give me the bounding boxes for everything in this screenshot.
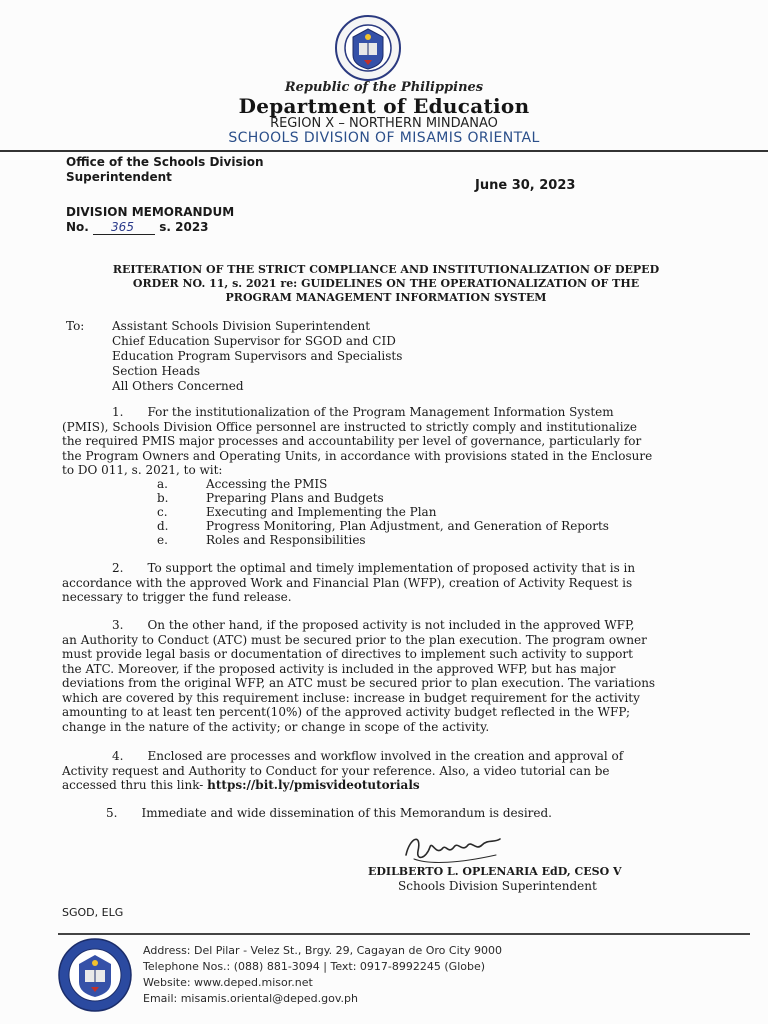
paragraph-1 xyxy=(62,405,680,478)
paragraph-5: 5. Immediate and wide dissemination of this Memorandum is desired. xyxy=(106,806,552,820)
memo-title xyxy=(66,263,706,305)
initials: SGOD, ELG xyxy=(62,906,124,919)
footer-website[interactable]: Website: www.deped.misor.net xyxy=(143,976,313,989)
enum-item: Accessing the PMIS xyxy=(206,477,328,491)
paragraph-line: the ATC. Moreover, if the proposed activity is included in the approved WFP, but has major xyxy=(62,661,616,676)
deped-seal-icon xyxy=(58,938,132,1012)
paragraph-line: deviations from the original WFP, an ATC must be secured prior to plan execution. The variations xyxy=(62,676,656,690)
memo-title-line: ORDER NO. 11, s. 2021 re: GUIDELINES ON THE OPERATIONALIZATION OF THE xyxy=(132,277,640,290)
enum-letters xyxy=(157,477,169,547)
paragraph-2 xyxy=(62,561,680,605)
memo-date: June 30, 2023 xyxy=(475,178,576,193)
signatory-name: EDILBERTO L. OPLENARIA EdD, CESO V xyxy=(368,865,622,878)
enum-letter: a. xyxy=(157,477,168,491)
paragraph-line: Activity request and Authority to Conduct for your reference. Also, a video tutorial can be xyxy=(62,763,610,778)
paragraph-line: (PMIS), Schools Division Office personnel are instructed to strictly comply and institutionalize xyxy=(62,419,638,434)
enum-items xyxy=(206,477,609,547)
recipient-list xyxy=(112,319,402,394)
enum-item: Progress Monitoring, Plan Adjustment, and Generation of Reports xyxy=(206,519,609,533)
memo-number xyxy=(66,220,209,235)
recipient-item: Assistant Schools Division Superintendent xyxy=(112,319,371,333)
enum-letter: b. xyxy=(157,491,169,505)
paragraph-line: necessary to trigger the fund release. xyxy=(62,590,292,604)
recipient-item: Education Program Supervisors and Specialists xyxy=(112,349,403,363)
enum-letter: d. xyxy=(157,519,169,533)
to-label: To: xyxy=(66,319,85,333)
enum-item: Preparing Plans and Budgets xyxy=(206,491,384,505)
enum-item: Executing and Implementing the Plan xyxy=(206,505,437,519)
memo-label: DIVISION MEMORANDUM xyxy=(66,205,235,219)
paragraph-line: 4. Enclosed are processes and workflow involved in the creation and approval of xyxy=(112,749,624,763)
paragraph-line: 2. To support the optimal and timely implementation of proposed activity that is in xyxy=(112,561,636,575)
signatory-title: Schools Division Superintendent xyxy=(398,879,597,893)
paragraph-line: an Authority to Conduct (ATC) must be secured prior to the plan execution. The program owner xyxy=(62,632,647,647)
footer-address: Address: Del Pilar - Velez St., Brgy. 29, Cagayan de Oro City 9000 xyxy=(143,944,502,957)
enum-letter: e. xyxy=(157,533,168,547)
memo-series: s. 2023 xyxy=(159,220,209,234)
memo-number-prefix: No. xyxy=(66,220,89,234)
paragraph-line: 3. On the other hand, if the proposed activity is not included in the approved WFP, xyxy=(112,618,635,632)
paragraph-line: amounting to at least ten percent(10%) of the approved activity budget reflected in the WFP; xyxy=(62,705,631,719)
paragraph-line: change in the nature of the activity; or change in scope of the activity. xyxy=(62,719,490,734)
memo-title-line: REITERATION OF THE STRICT COMPLIANCE AND INSTITUTIONALIZATION OF DEPED xyxy=(112,263,660,276)
memo-number-value: 365 xyxy=(93,220,155,235)
video-tutorial-link[interactable]: https://bit.ly/pmisvideotutorials xyxy=(207,778,420,792)
region-heading: REGION X – NORTHERN MINDANAO xyxy=(270,116,498,131)
memo-title-line: PROGRAM MANAGEMENT INFORMATION SYSTEM xyxy=(225,291,547,304)
office-line: Superintendent xyxy=(66,170,172,184)
header-divider xyxy=(0,150,768,152)
paragraph-3 xyxy=(62,618,680,734)
paragraph-line: the Program Owners and Operating Units, in accordance with provisions stated in the Enclosure xyxy=(62,448,653,463)
paragraph-line: 1. For the institutionalization of the Program Management Information System xyxy=(112,405,614,419)
footer-divider xyxy=(58,933,750,935)
paragraph-line: to DO 011, s. 2021, to wit: xyxy=(62,463,223,477)
paragraph-line: accordance with the approved Work and Financial Plan (WFP), creation of Activity Request is xyxy=(62,575,633,590)
recipient-item: All Others Concerned xyxy=(112,379,244,393)
enum-item: Roles and Responsibilities xyxy=(206,533,366,547)
recipient-item: Section Heads xyxy=(112,364,201,378)
footer-email[interactable]: Email: misamis.oriental@deped.gov.ph xyxy=(143,992,358,1005)
department-heading: Department of Education xyxy=(238,94,530,118)
paragraph-line xyxy=(62,778,680,793)
paragraph-line: which are covered by this requirement incluse: increase in budget requirement for the activity xyxy=(62,690,640,705)
deped-seal-icon xyxy=(335,15,401,81)
paragraph-line: must provide legal basis or documentation of directives to implement such activity to support xyxy=(62,647,633,661)
office-line: Office of the Schools Division xyxy=(66,155,264,169)
enum-letter: c. xyxy=(157,505,168,519)
paragraph-text: accessed thru this link- xyxy=(62,778,204,792)
republic-heading: Republic of the Philippines xyxy=(284,80,484,95)
paragraph-4 xyxy=(62,749,680,793)
recipient-item: Chief Education Supervisor for SGOD and CID xyxy=(112,334,396,348)
division-heading: SCHOOLS DIVISION OF MISAMIS ORIENTAL xyxy=(228,130,540,146)
office-label xyxy=(66,155,306,185)
footer-telephone: Telephone Nos.: (088) 881-3094 | Text: 0917-8992245 (Globe) xyxy=(143,960,486,973)
paragraph-line: the required PMIS major processes and accountability per level of governance, particularly for xyxy=(62,434,642,448)
